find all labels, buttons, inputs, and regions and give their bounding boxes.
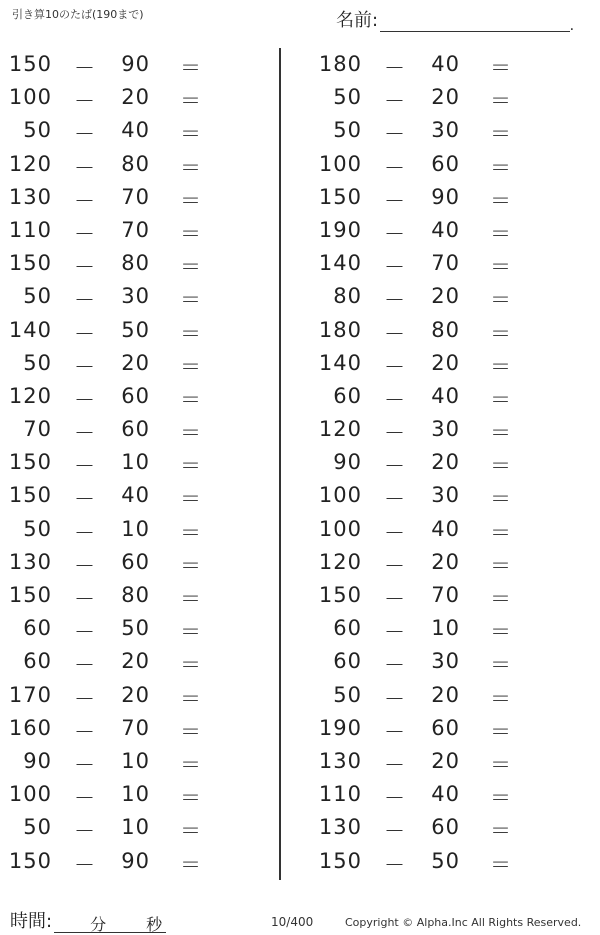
equals-sign: ＝ xyxy=(490,454,512,479)
minuend: 110 xyxy=(8,217,52,242)
subtrahend: 90 xyxy=(121,848,150,873)
subtrahend: 20 xyxy=(431,284,460,309)
problem-row xyxy=(310,513,590,546)
minus-sign: － xyxy=(384,221,406,246)
equals-sign: ＝ xyxy=(180,454,202,479)
equals-sign: ＝ xyxy=(490,221,512,246)
equals-sign: ＝ xyxy=(490,620,512,645)
problem-row xyxy=(0,778,280,811)
problem-row xyxy=(310,845,590,878)
subtrahend: 20 xyxy=(431,682,460,707)
problem-row xyxy=(0,347,280,380)
time-blank-line xyxy=(54,912,166,933)
minuend: 60 xyxy=(23,649,52,674)
minus-sign: － xyxy=(74,221,96,246)
equals-sign: ＝ xyxy=(180,288,202,313)
left-problem-column xyxy=(0,48,280,878)
subtrahend: 90 xyxy=(431,184,460,209)
minus-sign: － xyxy=(384,852,406,877)
subtrahend: 40 xyxy=(431,52,460,76)
minus-sign: － xyxy=(384,321,406,346)
subtrahend: 30 xyxy=(431,118,460,143)
problem-row xyxy=(0,845,280,878)
copyright-text: Copyright © Alpha.Inc All Rights Reserved. xyxy=(345,916,582,929)
minuend: 60 xyxy=(333,616,362,641)
seconds-unit: 秒 xyxy=(146,915,163,934)
problem-row xyxy=(310,546,590,579)
time-label: 時間: xyxy=(10,911,53,932)
minus-sign: － xyxy=(384,653,406,678)
equals-sign: ＝ xyxy=(490,89,512,114)
subtrahend: 30 xyxy=(431,649,460,674)
minuend: 120 xyxy=(8,383,52,408)
minuend: 60 xyxy=(333,383,362,408)
minuend: 50 xyxy=(23,284,52,309)
equals-sign: ＝ xyxy=(180,620,202,645)
minus-sign: － xyxy=(74,421,96,446)
subtrahend: 60 xyxy=(431,815,460,840)
minus-sign: － xyxy=(74,56,96,80)
subtrahend: 10 xyxy=(121,815,150,840)
problem-row xyxy=(310,214,590,247)
subtrahend: 90 xyxy=(121,52,150,76)
minus-sign: － xyxy=(74,454,96,479)
equals-sign: ＝ xyxy=(490,188,512,213)
problem-row xyxy=(0,712,280,745)
minuend: 100 xyxy=(318,151,362,176)
subtrahend: 60 xyxy=(431,151,460,176)
subtrahend: 20 xyxy=(121,682,150,707)
equals-sign: ＝ xyxy=(490,354,512,379)
equals-sign: ＝ xyxy=(180,719,202,744)
equals-sign: ＝ xyxy=(490,786,512,811)
time-field xyxy=(10,907,166,933)
subtrahend: 60 xyxy=(121,549,150,574)
subtrahend: 80 xyxy=(431,317,460,342)
minus-sign: － xyxy=(384,354,406,379)
problem-row xyxy=(310,314,590,347)
minuend: 140 xyxy=(8,317,52,342)
subtrahend: 20 xyxy=(121,350,150,375)
subtrahend: 20 xyxy=(121,85,150,110)
minus-sign: － xyxy=(74,354,96,379)
subtrahend: 40 xyxy=(431,782,460,807)
minus-sign: － xyxy=(74,752,96,777)
problem-row xyxy=(310,280,590,313)
problem-row xyxy=(310,380,590,413)
subtrahend: 80 xyxy=(121,583,150,607)
problem-row xyxy=(0,280,280,313)
minus-sign: － xyxy=(74,387,96,412)
minus-sign: － xyxy=(384,587,406,611)
problem-row xyxy=(0,148,280,181)
problem-row xyxy=(310,148,590,181)
minus-sign: － xyxy=(384,520,406,545)
equals-sign: ＝ xyxy=(490,819,512,844)
name-blank-line xyxy=(380,11,575,34)
problem-row xyxy=(310,247,590,280)
problem-row xyxy=(0,380,280,413)
equals-sign: ＝ xyxy=(490,719,512,744)
minuend: 50 xyxy=(23,118,52,143)
problem-row xyxy=(310,712,590,745)
equals-sign: ＝ xyxy=(180,786,202,811)
minus-sign: － xyxy=(74,620,96,645)
problem-row xyxy=(310,413,590,446)
minus-sign: － xyxy=(74,852,96,877)
minuend: 60 xyxy=(23,616,52,641)
minuend: 130 xyxy=(318,748,362,773)
problem-row xyxy=(0,679,280,712)
problem-row xyxy=(310,679,590,712)
minuend: 150 xyxy=(8,251,52,276)
subtrahend: 10 xyxy=(431,616,460,641)
equals-sign: ＝ xyxy=(180,221,202,246)
subtrahend: 30 xyxy=(431,417,460,442)
problem-row xyxy=(310,81,590,114)
minus-sign: － xyxy=(384,56,406,80)
minuend: 100 xyxy=(8,782,52,807)
minuend: 150 xyxy=(8,848,52,873)
minuend: 100 xyxy=(8,85,52,110)
minus-sign: － xyxy=(384,786,406,811)
minus-sign: － xyxy=(74,188,96,213)
equals-sign: ＝ xyxy=(180,56,202,80)
equals-sign: ＝ xyxy=(490,487,512,512)
problem-row xyxy=(0,413,280,446)
minus-sign: － xyxy=(384,819,406,844)
problem-row xyxy=(0,645,280,678)
subtrahend: 40 xyxy=(431,217,460,242)
equals-sign: ＝ xyxy=(490,520,512,545)
minus-sign: － xyxy=(384,188,406,213)
minus-sign: － xyxy=(74,122,96,147)
right-problem-column xyxy=(310,48,590,878)
subtrahend: 60 xyxy=(431,715,460,740)
problem-row xyxy=(0,214,280,247)
subtrahend: 20 xyxy=(121,649,150,674)
equals-sign: ＝ xyxy=(180,686,202,711)
minutes-unit: 分 xyxy=(90,915,107,934)
problem-row xyxy=(310,114,590,147)
footer xyxy=(0,905,600,935)
problem-row xyxy=(0,745,280,778)
subtrahend: 50 xyxy=(121,317,150,342)
minus-sign: － xyxy=(74,819,96,844)
minus-sign: － xyxy=(74,520,96,545)
minuend: 150 xyxy=(8,450,52,475)
minuend: 90 xyxy=(23,748,52,773)
minuend: 130 xyxy=(8,549,52,574)
minus-sign: － xyxy=(384,487,406,512)
minuend: 180 xyxy=(318,317,362,342)
subtrahend: 20 xyxy=(431,450,460,475)
minus-sign: － xyxy=(384,752,406,777)
minuend: 50 xyxy=(333,85,362,110)
name-label: 名前: xyxy=(336,10,379,31)
problem-row xyxy=(0,579,280,612)
name-field xyxy=(336,6,575,34)
minus-sign: － xyxy=(74,686,96,711)
minus-sign: － xyxy=(74,653,96,678)
problem-row xyxy=(310,181,590,214)
equals-sign: ＝ xyxy=(490,155,512,180)
minuend: 70 xyxy=(23,417,52,442)
problem-row xyxy=(310,48,590,81)
minuend: 150 xyxy=(8,483,52,508)
minuend: 190 xyxy=(318,217,362,242)
equals-sign: ＝ xyxy=(180,89,202,114)
minus-sign: － xyxy=(384,255,406,280)
problem-row xyxy=(310,612,590,645)
problem-row xyxy=(310,579,590,612)
minus-sign: － xyxy=(384,155,406,180)
subtrahend: 40 xyxy=(431,383,460,408)
minus-sign: － xyxy=(74,587,96,611)
minus-sign: － xyxy=(74,553,96,578)
subtrahend: 20 xyxy=(431,85,460,110)
minuend: 170 xyxy=(8,682,52,707)
subtrahend: 10 xyxy=(121,450,150,475)
subtrahend: 10 xyxy=(121,782,150,807)
equals-sign: ＝ xyxy=(490,288,512,313)
equals-sign: ＝ xyxy=(180,487,202,512)
equals-sign: ＝ xyxy=(490,122,512,147)
equals-sign: ＝ xyxy=(490,752,512,777)
minuend: 150 xyxy=(318,583,362,607)
column-divider xyxy=(279,48,281,880)
subtrahend: 70 xyxy=(121,715,150,740)
equals-sign: ＝ xyxy=(180,321,202,346)
name-line-end-mark: . xyxy=(569,18,575,34)
equals-sign: ＝ xyxy=(180,387,202,412)
equals-sign: ＝ xyxy=(490,553,512,578)
subtrahend: 70 xyxy=(431,583,460,607)
problem-row xyxy=(310,645,590,678)
minuend: 140 xyxy=(318,350,362,375)
minus-sign: － xyxy=(74,719,96,744)
minus-sign: － xyxy=(74,321,96,346)
subtrahend: 10 xyxy=(121,516,150,541)
subtrahend: 60 xyxy=(121,417,150,442)
minus-sign: － xyxy=(384,686,406,711)
subtrahend: 10 xyxy=(121,748,150,773)
subtrahend: 30 xyxy=(431,483,460,508)
equals-sign: ＝ xyxy=(180,752,202,777)
minuend: 50 xyxy=(23,815,52,840)
equals-sign: ＝ xyxy=(180,653,202,678)
equals-sign: ＝ xyxy=(180,354,202,379)
problem-row xyxy=(310,479,590,512)
equals-sign: ＝ xyxy=(490,321,512,346)
problem-row xyxy=(310,347,590,380)
equals-sign: ＝ xyxy=(180,421,202,446)
minuend: 120 xyxy=(318,417,362,442)
subtrahend: 30 xyxy=(121,284,150,309)
equals-sign: ＝ xyxy=(490,56,512,80)
problem-row xyxy=(0,612,280,645)
minuend: 80 xyxy=(333,284,362,309)
equals-sign: ＝ xyxy=(490,421,512,446)
problem-row xyxy=(0,247,280,280)
minus-sign: － xyxy=(74,487,96,512)
equals-sign: ＝ xyxy=(180,122,202,147)
equals-sign: ＝ xyxy=(490,587,512,611)
equals-sign: ＝ xyxy=(180,587,202,611)
minuend: 120 xyxy=(318,549,362,574)
minuend: 180 xyxy=(318,52,362,76)
subtrahend: 80 xyxy=(121,151,150,176)
minuend: 140 xyxy=(318,251,362,276)
subtrahend: 70 xyxy=(121,217,150,242)
subtrahend: 40 xyxy=(121,483,150,508)
equals-sign: ＝ xyxy=(180,819,202,844)
minus-sign: － xyxy=(384,454,406,479)
minuend: 150 xyxy=(318,184,362,209)
problem-row xyxy=(0,81,280,114)
minus-sign: － xyxy=(74,786,96,811)
subtrahend: 50 xyxy=(121,616,150,641)
minuend: 160 xyxy=(8,715,52,740)
minuend: 50 xyxy=(23,516,52,541)
equals-sign: ＝ xyxy=(180,520,202,545)
minus-sign: － xyxy=(74,288,96,313)
subtrahend: 80 xyxy=(121,251,150,276)
minuend: 110 xyxy=(318,782,362,807)
minuend: 130 xyxy=(318,815,362,840)
problem-row xyxy=(310,745,590,778)
minuend: 50 xyxy=(333,682,362,707)
equals-sign: ＝ xyxy=(490,686,512,711)
problem-row xyxy=(0,181,280,214)
minus-sign: － xyxy=(384,719,406,744)
minus-sign: － xyxy=(384,288,406,313)
equals-sign: ＝ xyxy=(490,653,512,678)
minuend: 190 xyxy=(318,715,362,740)
minus-sign: － xyxy=(74,155,96,180)
minuend: 90 xyxy=(333,450,362,475)
minuend: 130 xyxy=(8,184,52,209)
worksheet-title: 引き算10のたば(190まで) xyxy=(12,8,144,21)
minuend: 120 xyxy=(8,151,52,176)
page-number: 10/400 xyxy=(271,915,314,929)
equals-sign: ＝ xyxy=(180,553,202,578)
subtrahend: 40 xyxy=(121,118,150,143)
problem-row xyxy=(310,811,590,844)
minus-sign: － xyxy=(74,255,96,280)
subtrahend: 40 xyxy=(431,516,460,541)
minus-sign: － xyxy=(384,89,406,114)
minus-sign: － xyxy=(384,421,406,446)
minus-sign: － xyxy=(384,553,406,578)
problem-row xyxy=(0,546,280,579)
problem-row xyxy=(0,114,280,147)
minuend: 150 xyxy=(8,583,52,607)
subtrahend: 70 xyxy=(121,184,150,209)
minus-sign: － xyxy=(384,122,406,147)
problem-row xyxy=(0,811,280,844)
equals-sign: ＝ xyxy=(490,387,512,412)
problem-row xyxy=(0,314,280,347)
minuend: 100 xyxy=(318,483,362,508)
minuend: 50 xyxy=(23,350,52,375)
minuend: 100 xyxy=(318,516,362,541)
minuend: 60 xyxy=(333,649,362,674)
equals-sign: ＝ xyxy=(180,155,202,180)
subtrahend: 20 xyxy=(431,748,460,773)
minus-sign: － xyxy=(384,620,406,645)
equals-sign: ＝ xyxy=(180,255,202,280)
equals-sign: ＝ xyxy=(180,188,202,213)
problem-row xyxy=(0,513,280,546)
problem-row xyxy=(310,446,590,479)
minus-sign: － xyxy=(384,387,406,412)
minuend: 50 xyxy=(333,118,362,143)
minuend: 150 xyxy=(318,848,362,873)
subtrahend: 20 xyxy=(431,549,460,574)
problem-row xyxy=(310,778,590,811)
subtrahend: 50 xyxy=(431,848,460,873)
problem-row xyxy=(0,479,280,512)
subtrahend: 20 xyxy=(431,350,460,375)
minuend: 150 xyxy=(8,52,52,76)
equals-sign: ＝ xyxy=(490,852,512,877)
minus-sign: － xyxy=(74,89,96,114)
problem-row xyxy=(0,446,280,479)
subtrahend: 70 xyxy=(431,251,460,276)
subtrahend: 60 xyxy=(121,383,150,408)
equals-sign: ＝ xyxy=(180,852,202,877)
equals-sign: ＝ xyxy=(490,255,512,280)
problem-row xyxy=(0,48,280,81)
